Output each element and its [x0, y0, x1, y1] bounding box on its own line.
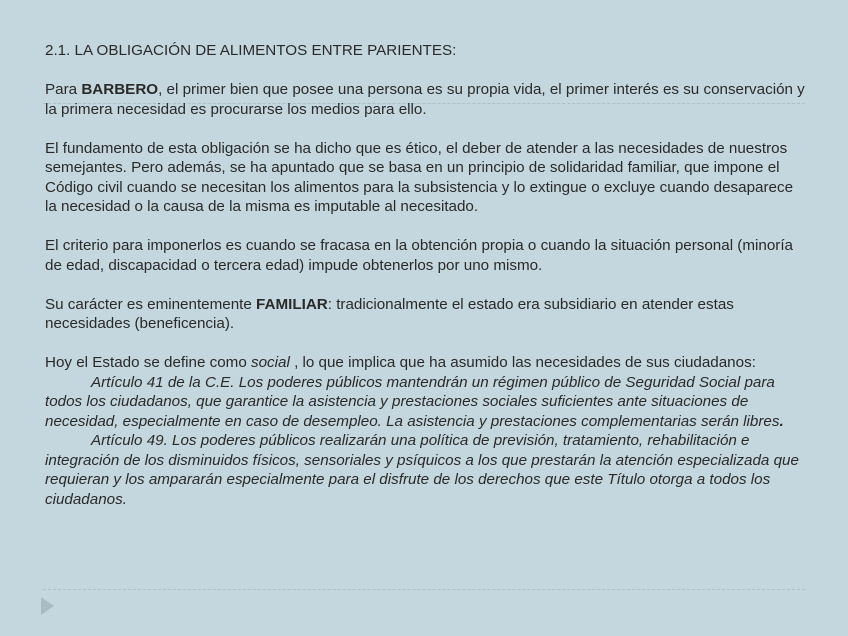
author-name: BARBERO: [81, 81, 159, 98]
paragraph-caracter-pre: Su carácter es eminentemente: [45, 295, 257, 313]
familiar-keyword: FAMILIAR: [256, 295, 328, 313]
divider-bottom: [43, 589, 805, 590]
play-arrow-icon: [41, 597, 54, 615]
paragraph-barbero-post: , el primer bien que posee una persona es su propia vida, el primer interés es su conservación y la primera necesidad es procurarse los medios para ello.: [45, 81, 805, 118]
paragraph-fundamento: El fundamento de esta obligación se ha dicho que es ético, el deber de atender a las necesidades de nuestros semejantes. Pero además, se ha apuntado que se basa en un principio de solidaridad familiar, que impone el Código civil cuando se necesitan los alimentos para la subsistencia y lo extingue o excluye cuando desaparece la necesidad o la causa de la misma es imputable al necesitado.: [45, 139, 794, 215]
paragraph-barbero: [45, 80, 805, 119]
slide-heading: 2.1. LA OBLIGACIÓN DE ALIMENTOS ENTRE PARIENTES:: [45, 42, 457, 59]
slide-content: [45, 41, 805, 509]
paragraph-estado-post: , lo que implica que ha asumido las necesidades de sus ciudadanos:: [289, 354, 756, 371]
paragraph-estado: [45, 353, 805, 373]
paragraph-criterio: El criterio para imponerlos es cuando se fracasa en la obtención propia o cuando la situación personal (minoría de edad, discapacidad o tercera edad) impude obtenerlos por uno mismo.: [45, 237, 793, 274]
quote-article-49: [45, 431, 805, 509]
quote-article-41-text: Artículo 41 de la C.E. Los poderes públicos mantendrán un régimen público de Seguridad Social para todos los ciudadanos, que garantice la asistencia y prestaciones sociales suficientes ante situaciones de necesidad, especialmente en caso de desempleo. La asistencia y prestaciones complementarias serán libres: [45, 373, 780, 430]
paragraph-caracter: [45, 295, 805, 334]
social-keyword: social: [251, 354, 290, 371]
quote-article-41: [45, 373, 805, 432]
paragraph-barbero-pre: Para: [45, 81, 82, 98]
paragraph-caracter-post: : tradicionalmente el estado era subsidiario en atender estas necesidades (beneficencia).: [45, 295, 734, 332]
quote-article-49-text: Artículo 49. Los poderes públicos realizarán una política de previsión, tratamiento, rehabilitación e integración de los disminuidos físicos, sensoriales y psíquicos a los que prestarán la atención especializada que requieran y los ampararán especialmente para el disfrute de los derechos que este Título otorga a todos los ciudadanos.: [45, 432, 799, 508]
quote-article-41-end: .: [779, 412, 784, 430]
paragraph-estado-pre: Hoy el Estado se define como: [45, 354, 251, 371]
